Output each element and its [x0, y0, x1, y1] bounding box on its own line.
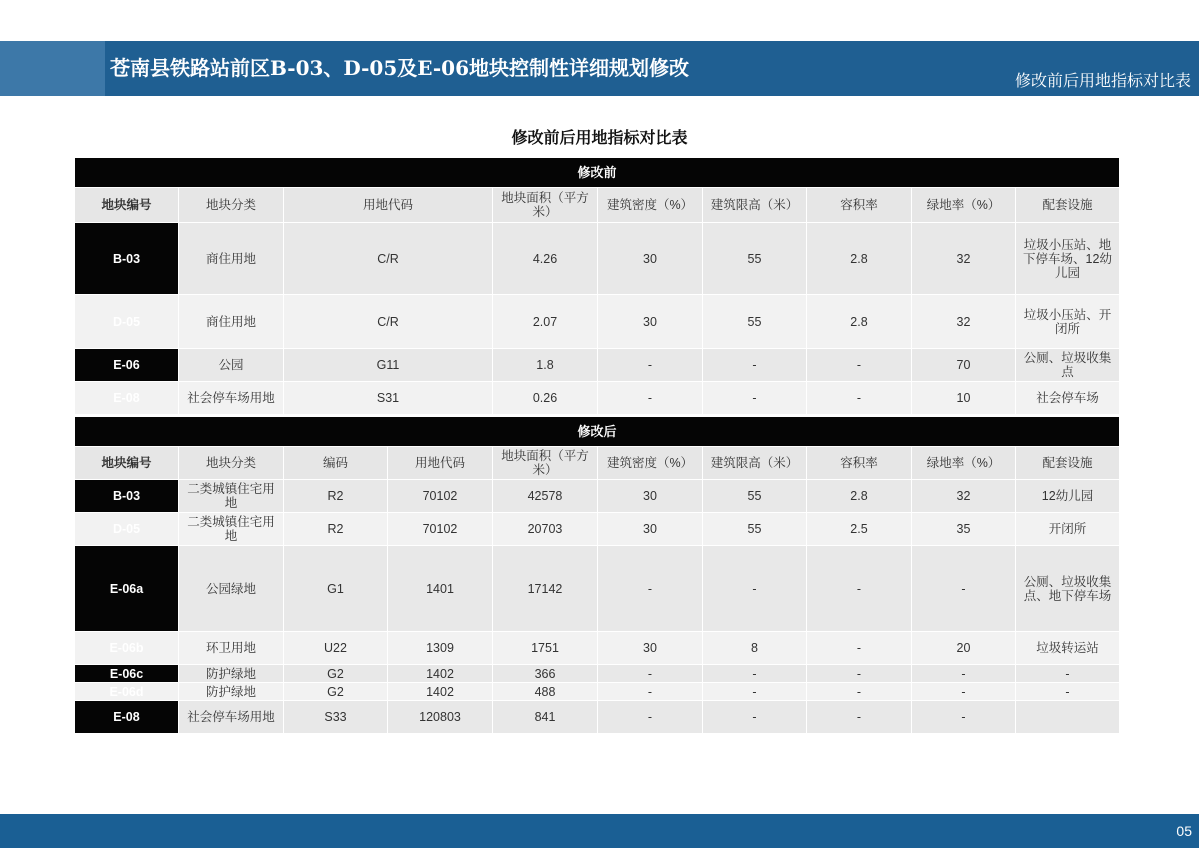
- floor-area-ratio: 2.5: [807, 513, 912, 546]
- floor-area-ratio: 2.8: [807, 223, 912, 295]
- code: S33: [284, 701, 388, 734]
- table-row: [75, 349, 1120, 382]
- before-header-row: [75, 188, 1120, 223]
- table-row: [75, 513, 1120, 546]
- floor-area-ratio: 2.8: [807, 480, 912, 513]
- parcel-category: 社会停车场用地: [179, 382, 284, 415]
- floor-area-ratio: -: [807, 683, 912, 701]
- land-code: 1402: [388, 665, 493, 683]
- parcel-area: 2.07: [493, 295, 598, 349]
- before-header-id: 地块编号: [75, 188, 179, 223]
- height-limit: -: [703, 701, 807, 734]
- parcel-category: 环卫用地: [179, 632, 284, 665]
- code: R2: [284, 513, 388, 546]
- building-density: -: [598, 665, 703, 683]
- green-rate: 10: [912, 382, 1016, 415]
- after-header-land-code: 用地代码: [388, 447, 493, 480]
- header-accent: [0, 41, 105, 96]
- after-header-row: [75, 447, 1120, 480]
- parcel-category: 防护绿地: [179, 683, 284, 701]
- parcel-category: 公园绿地: [179, 546, 284, 632]
- parcel-id: E-06a: [75, 546, 179, 632]
- parcel-id: D-05: [75, 513, 179, 546]
- green-rate: 35: [912, 513, 1016, 546]
- parcel-id: B-03: [75, 480, 179, 513]
- page-number: 05: [1176, 823, 1192, 839]
- building-density: 30: [598, 513, 703, 546]
- parcel-id: E-06: [75, 349, 179, 382]
- green-rate: 70: [912, 349, 1016, 382]
- parcel-category: 商住用地: [179, 223, 284, 295]
- before-header-green-rate: 绿地率（%）: [912, 188, 1016, 223]
- land-code: 1401: [388, 546, 493, 632]
- after-header-code: 编码: [284, 447, 388, 480]
- green-rate: -: [912, 665, 1016, 683]
- facilities: -: [1016, 665, 1120, 683]
- parcel-id: B-03: [75, 223, 179, 295]
- after-header-far: 容积率: [807, 447, 912, 480]
- building-density: 30: [598, 632, 703, 665]
- parcel-id: E-06c: [75, 665, 179, 683]
- footer-band: [0, 814, 1199, 848]
- parcel-category: 商住用地: [179, 295, 284, 349]
- table-title: 修改前后用地指标对比表: [511, 130, 688, 147]
- floor-area-ratio: 2.8: [807, 295, 912, 349]
- table-row: [75, 295, 1120, 349]
- building-density: 30: [598, 295, 703, 349]
- green-rate: -: [912, 701, 1016, 734]
- building-density: -: [598, 683, 703, 701]
- green-rate: -: [912, 546, 1016, 632]
- green-rate: -: [912, 683, 1016, 701]
- parcel-area: 42578: [493, 480, 598, 513]
- land-code: 70102: [388, 480, 493, 513]
- green-rate: 32: [912, 295, 1016, 349]
- parcel-category: 二类城镇住宅用地: [179, 480, 284, 513]
- parcel-area: 1751: [493, 632, 598, 665]
- floor-area-ratio: -: [807, 382, 912, 415]
- after-header-green-rate: 绿地率（%）: [912, 447, 1016, 480]
- land-code: C/R: [284, 295, 493, 349]
- facilities: 垃圾小压站、开闭所: [1016, 295, 1120, 349]
- before-header-density: 建筑密度（%）: [598, 188, 703, 223]
- document-title: 苍南县铁路站前区B-03、D-05及E-06地块控制性详细规划修改: [110, 56, 690, 80]
- table-row: [75, 701, 1120, 734]
- land-code: 70102: [388, 513, 493, 546]
- parcel-category: 公园: [179, 349, 284, 382]
- floor-area-ratio: -: [807, 632, 912, 665]
- parcel-area: 4.26: [493, 223, 598, 295]
- facilities: 垃圾小压站、地下停车场、12幼儿园: [1016, 223, 1120, 295]
- green-rate: 32: [912, 480, 1016, 513]
- before-header-far: 容积率: [807, 188, 912, 223]
- code: G1: [284, 546, 388, 632]
- before-table: [74, 157, 1120, 415]
- building-density: 30: [598, 223, 703, 295]
- before-banner: 修改前: [75, 158, 1120, 188]
- after-header-id: 地块编号: [75, 447, 179, 480]
- after-header-height: 建筑限高（米）: [703, 447, 807, 480]
- parcel-id: E-08: [75, 701, 179, 734]
- before-header-category: 地块分类: [179, 188, 284, 223]
- table-row: [75, 665, 1120, 683]
- land-code: 120803: [388, 701, 493, 734]
- land-code: G11: [284, 349, 493, 382]
- facilities: 12幼儿园: [1016, 480, 1120, 513]
- land-code: C/R: [284, 223, 493, 295]
- parcel-category: 防护绿地: [179, 665, 284, 683]
- code: G2: [284, 665, 388, 683]
- parcel-id: E-08: [75, 382, 179, 415]
- height-limit: -: [703, 349, 807, 382]
- land-code: 1309: [388, 632, 493, 665]
- parcel-id: E-06b: [75, 632, 179, 665]
- land-code: S31: [284, 382, 493, 415]
- before-header-facilities: 配套设施: [1016, 188, 1120, 223]
- parcel-category: 社会停车场用地: [179, 701, 284, 734]
- facilities: 垃圾转运站: [1016, 632, 1120, 665]
- parcel-area: 20703: [493, 513, 598, 546]
- building-density: -: [598, 546, 703, 632]
- after-header-area: 地块面积（平方米）: [493, 447, 598, 480]
- code: G2: [284, 683, 388, 701]
- height-limit: 55: [703, 295, 807, 349]
- building-density: -: [598, 701, 703, 734]
- parcel-id: D-05: [75, 295, 179, 349]
- facilities: -: [1016, 683, 1120, 701]
- facilities: 公厕、垃圾收集点、地下停车场: [1016, 546, 1120, 632]
- parcel-area: 841: [493, 701, 598, 734]
- floor-area-ratio: -: [807, 701, 912, 734]
- parcel-area: 488: [493, 683, 598, 701]
- after-header-facilities: 配套设施: [1016, 447, 1120, 480]
- table-row: [75, 223, 1120, 295]
- height-limit: 55: [703, 480, 807, 513]
- table-row: [75, 632, 1120, 665]
- parcel-id: E-06d: [75, 683, 179, 701]
- facilities: 开闭所: [1016, 513, 1120, 546]
- height-limit: -: [703, 382, 807, 415]
- before-header-height: 建筑限高（米）: [703, 188, 807, 223]
- floor-area-ratio: -: [807, 349, 912, 382]
- height-limit: -: [703, 665, 807, 683]
- after-table: [74, 416, 1120, 734]
- code: U22: [284, 632, 388, 665]
- height-limit: 55: [703, 223, 807, 295]
- height-limit: -: [703, 683, 807, 701]
- parcel-area: 0.26: [493, 382, 598, 415]
- before-header-area: 地块面积（平方米）: [493, 188, 598, 223]
- parcel-area: 1.8: [493, 349, 598, 382]
- code: R2: [284, 480, 388, 513]
- floor-area-ratio: -: [807, 546, 912, 632]
- floor-area-ratio: -: [807, 665, 912, 683]
- building-density: 30: [598, 480, 703, 513]
- before-header-land-code: 用地代码: [284, 188, 493, 223]
- facilities: 公厕、垃圾收集点: [1016, 349, 1120, 382]
- after-header-category: 地块分类: [179, 447, 284, 480]
- parcel-area: 366: [493, 665, 598, 683]
- facilities: 社会停车场: [1016, 382, 1120, 415]
- parcel-area: 17142: [493, 546, 598, 632]
- table-row: [75, 546, 1120, 632]
- green-rate: 32: [912, 223, 1016, 295]
- parcel-category: 二类城镇住宅用地: [179, 513, 284, 546]
- green-rate: 20: [912, 632, 1016, 665]
- table-row: [75, 683, 1120, 701]
- height-limit: 55: [703, 513, 807, 546]
- section-title: 修改前后用地指标对比表: [1014, 73, 1191, 90]
- after-header-density: 建筑密度（%）: [598, 447, 703, 480]
- building-density: -: [598, 349, 703, 382]
- after-banner: 修改后: [75, 417, 1120, 447]
- height-limit: -: [703, 546, 807, 632]
- building-density: -: [598, 382, 703, 415]
- table-row: [75, 480, 1120, 513]
- height-limit: 8: [703, 632, 807, 665]
- land-code: 1402: [388, 683, 493, 701]
- facilities: [1016, 701, 1120, 734]
- table-row: [75, 382, 1120, 415]
